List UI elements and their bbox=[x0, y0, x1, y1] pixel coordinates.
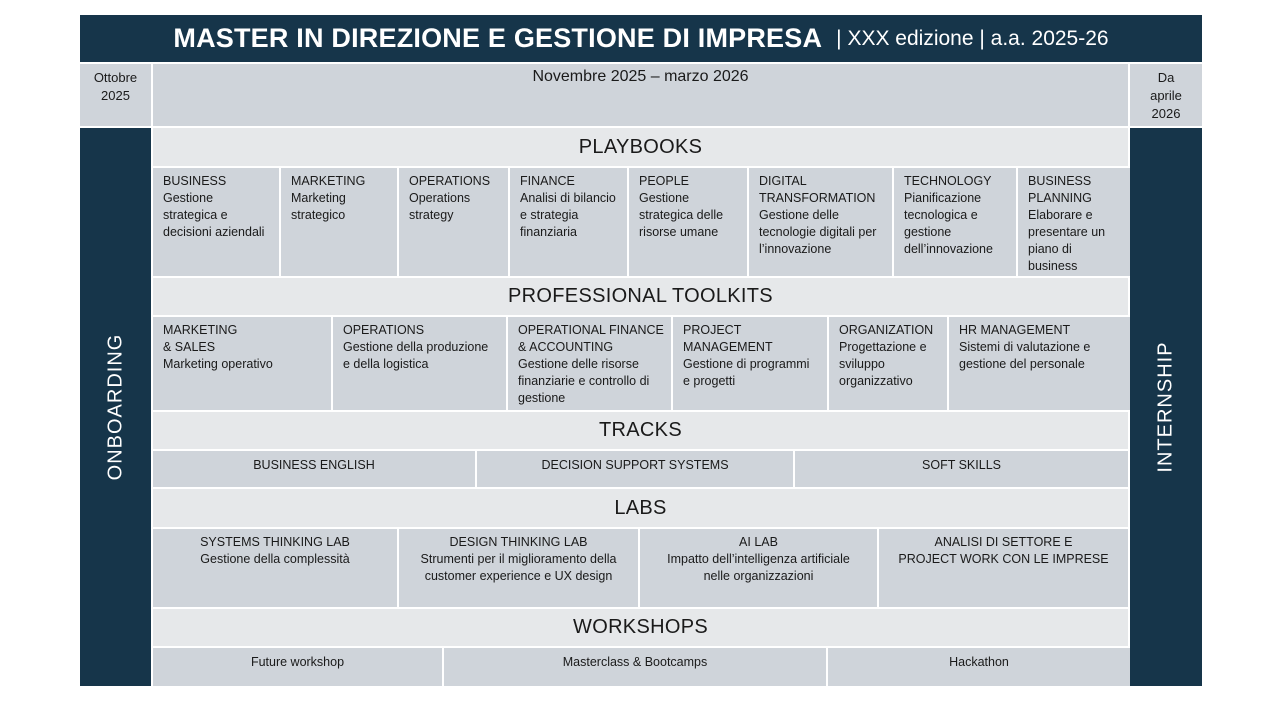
playbook-module-heading: OPERATIONS bbox=[409, 174, 491, 188]
toolkits-header bbox=[153, 278, 1128, 315]
tracks-row bbox=[153, 451, 1128, 487]
toolkit-module bbox=[333, 317, 506, 410]
program-diagram bbox=[80, 15, 1202, 686]
lab-module-description: Impatto dell’intelligenza artificiale bbox=[667, 552, 850, 566]
workshop-item bbox=[153, 648, 442, 686]
toolkit-module-description: organizzativo bbox=[839, 374, 913, 388]
playbook-module-heading: BUSINESS bbox=[163, 174, 227, 188]
lab-module-description: PROJECT WORK CON LE IMPRESE bbox=[898, 552, 1109, 566]
playbook-module-description: piano di bbox=[1028, 242, 1072, 256]
playbook-module-description: risorse umane bbox=[639, 225, 719, 239]
playbook-module-description: strategica e bbox=[163, 208, 228, 222]
workshop-item-label: Hackathon bbox=[949, 655, 1009, 669]
playbooks-header bbox=[153, 128, 1128, 166]
period-right-line: 2026 bbox=[1151, 106, 1181, 121]
track-item-label: DECISION SUPPORT SYSTEMS bbox=[541, 458, 729, 472]
playbook-module-description: Pianificazione bbox=[904, 191, 982, 205]
toolkit-module bbox=[829, 317, 947, 410]
labs-row bbox=[153, 529, 1128, 607]
toolkits-row bbox=[153, 317, 1128, 410]
toolkit-module-description: finanziarie e controllo di bbox=[518, 374, 650, 388]
workshop-item bbox=[444, 648, 826, 686]
toolkit-module-description: & ACCOUNTING bbox=[518, 340, 614, 354]
playbook-module-description: gestione bbox=[904, 225, 952, 239]
playbook-module-heading: TECHNOLOGY bbox=[904, 174, 992, 188]
playbook-module-description: strategy bbox=[409, 208, 454, 222]
playbook-module-description: PLANNING bbox=[1028, 191, 1092, 205]
lab-module bbox=[879, 529, 1128, 607]
track-item-label: SOFT SKILLS bbox=[922, 458, 1001, 472]
playbook-module-description: Operations bbox=[409, 191, 471, 205]
playbook-module bbox=[629, 168, 747, 276]
toolkit-module bbox=[949, 317, 1130, 410]
toolkit-module bbox=[673, 317, 827, 410]
playbook-module-description: presentare un bbox=[1028, 225, 1106, 239]
playbook-module bbox=[281, 168, 397, 276]
toolkit-module-description: & SALES bbox=[163, 340, 216, 354]
period-left-line: Ottobre bbox=[93, 70, 138, 85]
playbook-module-description: Elaborare e bbox=[1028, 208, 1093, 222]
toolkit-module-description: Marketing operativo bbox=[163, 357, 273, 371]
playbook-module-description: e strategia bbox=[520, 208, 579, 222]
lab-module-heading: DESIGN THINKING LAB bbox=[449, 535, 588, 549]
period-right-line: aprile bbox=[1150, 88, 1182, 103]
workshop-item-label: Future workshop bbox=[250, 655, 345, 669]
period-middle-label: Novembre 2025 – marzo 2026 bbox=[532, 68, 749, 85]
playbook-module bbox=[510, 168, 627, 276]
workshop-item-label: Masterclass & Bootcamps bbox=[562, 655, 708, 669]
labs-header bbox=[153, 489, 1128, 527]
toolkit-module-description: MANAGEMENT bbox=[683, 340, 773, 354]
toolkit-module-description: Sistemi di valutazione e bbox=[959, 340, 1091, 354]
workshops-header bbox=[153, 609, 1128, 646]
title-bar bbox=[80, 15, 1202, 62]
playbook-module-description: Gestione bbox=[163, 191, 214, 205]
playbook-module bbox=[894, 168, 1016, 276]
page-title: MASTER IN DIREZIONE E GESTIONE DI IMPRESA bbox=[173, 23, 823, 53]
playbook-module-description: l’innovazione bbox=[759, 242, 832, 256]
workshops-title: WORKSHOPS bbox=[573, 616, 708, 638]
playbook-module-description: strategico bbox=[291, 208, 346, 222]
playbook-module-description: finanziaria bbox=[520, 225, 577, 239]
toolkit-module-description: Gestione di programmi bbox=[683, 357, 810, 371]
playbook-module-description: Gestione delle bbox=[759, 208, 839, 222]
toolkit-module-heading: HR MANAGEMENT bbox=[959, 323, 1071, 337]
lab-module-description: customer experience e UX design bbox=[424, 569, 613, 583]
internship-label: INTERNSHIP bbox=[1154, 341, 1177, 473]
track-item bbox=[153, 451, 475, 487]
labs-title: LABS bbox=[614, 496, 667, 519]
playbook-module bbox=[153, 168, 279, 276]
workshop-item bbox=[828, 648, 1130, 686]
period-right bbox=[1130, 64, 1202, 126]
playbook-module-heading: BUSINESS bbox=[1028, 174, 1092, 188]
toolkit-module-description: gestione bbox=[518, 391, 566, 405]
period-right-line: Da bbox=[1157, 70, 1175, 85]
toolkit-module bbox=[508, 317, 671, 410]
toolkit-module-description: Progettazione e bbox=[839, 340, 927, 354]
page-subtitle: | XXX edizione | a.a. 2025-26 bbox=[836, 26, 1109, 50]
toolkit-module-description: e progetti bbox=[683, 374, 736, 388]
playbooks-row bbox=[153, 168, 1128, 276]
lab-module-heading: ANALISI DI SETTORE E bbox=[934, 535, 1073, 549]
period-left-line: 2025 bbox=[101, 88, 130, 103]
onboarding-label: ONBOARDING bbox=[104, 333, 126, 481]
track-item bbox=[477, 451, 793, 487]
toolkit-module-description: Gestione della produzione bbox=[343, 340, 489, 354]
toolkit-module-heading: OPERATIONS bbox=[343, 323, 425, 337]
period-left bbox=[80, 64, 151, 126]
toolkit-module-description: Gestione delle risorse bbox=[518, 357, 639, 371]
toolkit-module-heading: ORGANIZATION bbox=[839, 323, 934, 337]
playbook-module-heading: DIGITAL bbox=[759, 174, 807, 188]
lab-module bbox=[153, 529, 397, 607]
track-item bbox=[795, 451, 1128, 487]
toolkits-title: PROFESSIONAL TOOLKITS bbox=[508, 285, 773, 307]
lab-module bbox=[399, 529, 638, 607]
toolkit-module-heading: PROJECT bbox=[683, 323, 742, 337]
lab-module bbox=[640, 529, 877, 607]
onboarding-column bbox=[80, 128, 151, 686]
playbook-module bbox=[399, 168, 508, 276]
playbooks-title: PLAYBOOKS bbox=[578, 135, 703, 158]
playbook-module-description: dell’innovazione bbox=[904, 242, 993, 256]
playbook-module-description: Marketing bbox=[291, 191, 346, 205]
playbook-module-heading: PEOPLE bbox=[639, 174, 690, 188]
toolkit-module-heading: MARKETING bbox=[163, 323, 238, 337]
lab-module-heading: AI LAB bbox=[739, 535, 778, 549]
lab-module-description: nelle organizzazioni bbox=[703, 569, 814, 583]
lab-module-description: Strumenti per il miglioramento della bbox=[420, 552, 617, 566]
playbook-module-description: TRANSFORMATION bbox=[759, 191, 876, 205]
tracks-title: TRACKS bbox=[599, 419, 682, 441]
workshops-row bbox=[153, 648, 1128, 686]
toolkit-module-description: sviluppo bbox=[839, 357, 885, 371]
toolkit-module-description: e della logistica bbox=[343, 357, 429, 371]
playbook-module-heading: MARKETING bbox=[291, 174, 366, 188]
toolkit-module-heading: OPERATIONAL FINANCE bbox=[518, 323, 664, 337]
toolkit-module-description: gestione del personale bbox=[959, 357, 1085, 371]
playbook-module-heading: FINANCE bbox=[520, 174, 575, 188]
track-item-label: BUSINESS ENGLISH bbox=[253, 458, 375, 472]
playbook-module-description: tecnologie digitali per bbox=[759, 225, 877, 239]
period-middle bbox=[153, 64, 1128, 126]
lab-module-heading: SYSTEMS THINKING LAB bbox=[200, 535, 350, 549]
playbook-module-description: strategica delle bbox=[639, 208, 724, 222]
playbook-module-description: business bbox=[1028, 259, 1078, 273]
playbook-module bbox=[1018, 168, 1130, 276]
playbook-module bbox=[749, 168, 892, 276]
tracks-header bbox=[153, 412, 1128, 449]
playbook-module-description: Gestione bbox=[639, 191, 690, 205]
internship-column bbox=[1130, 128, 1202, 686]
toolkit-module bbox=[153, 317, 331, 410]
playbook-module-description: tecnologica e bbox=[904, 208, 978, 222]
playbook-module-description: decisioni aziendali bbox=[163, 225, 265, 239]
lab-module-description: Gestione della complessità bbox=[200, 552, 350, 566]
playbook-module-description: Analisi di bilancio bbox=[520, 191, 616, 205]
